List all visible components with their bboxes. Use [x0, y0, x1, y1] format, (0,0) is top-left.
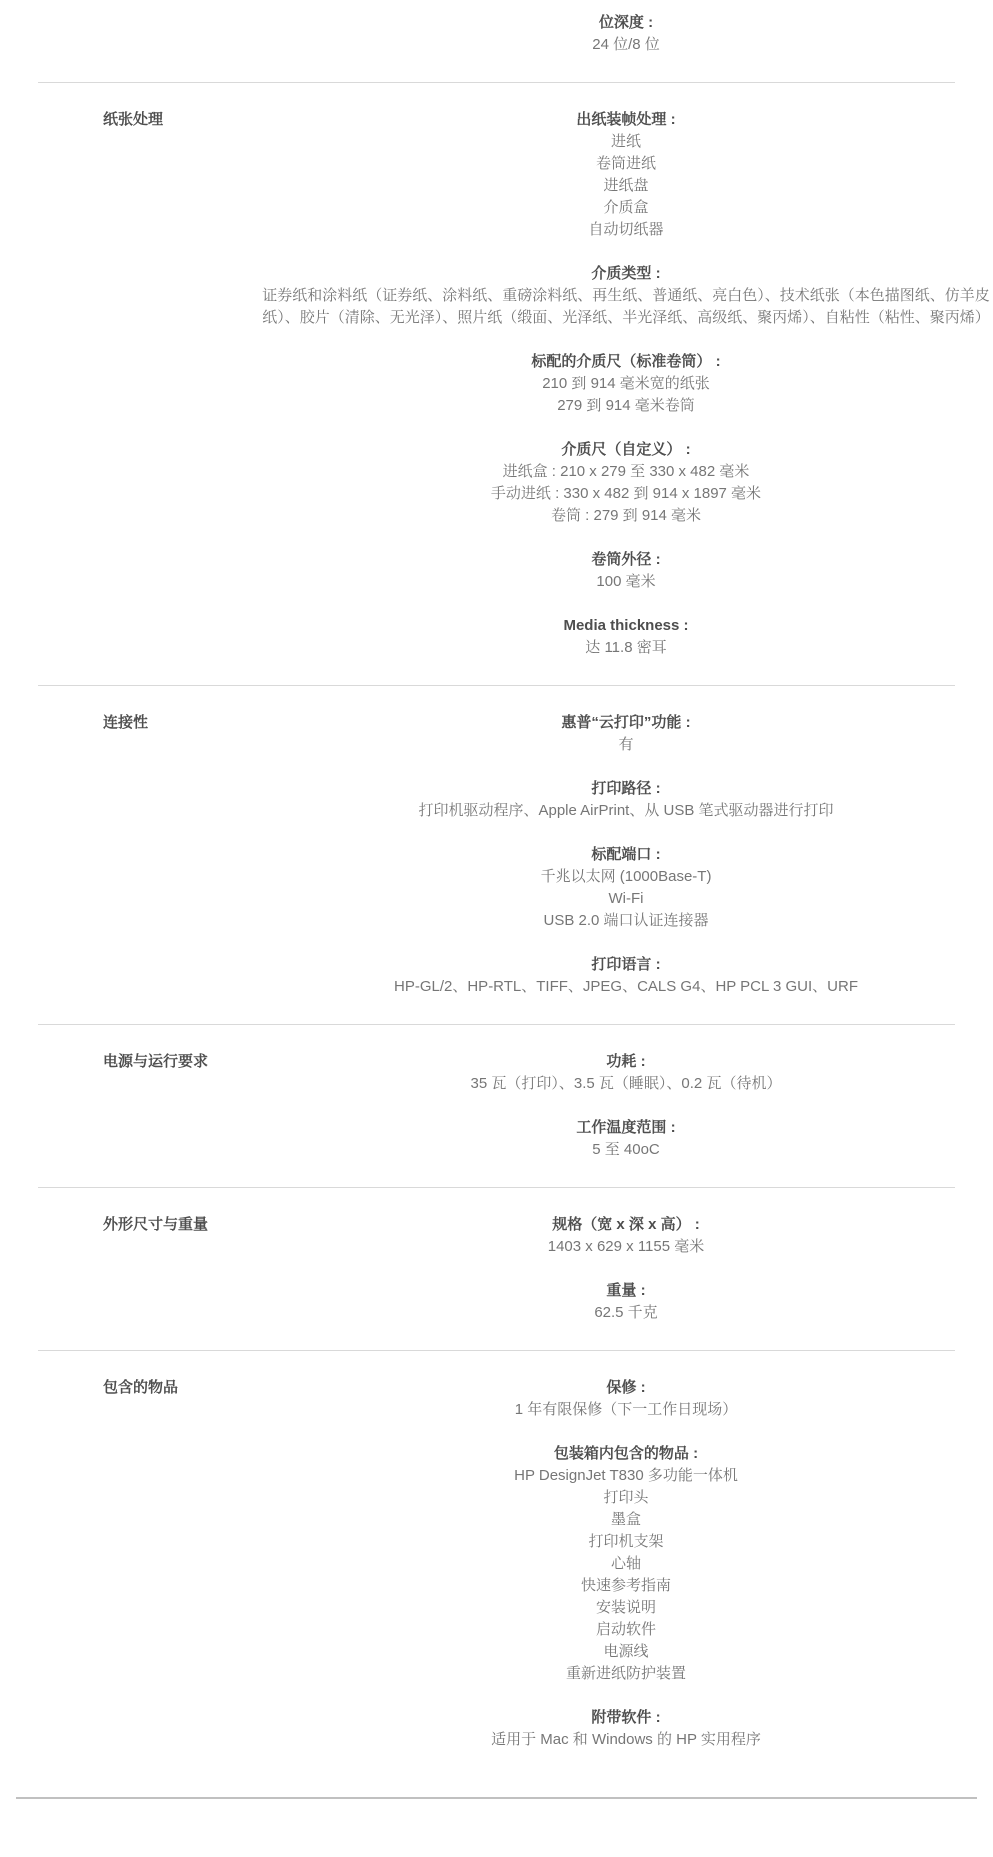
spec-line: 自动切纸器	[588, 221, 664, 238]
spec-line: HP-GL/2、HP-RTL、TIFF、JPEG、CALS G4、HP PCL 3 GUI、URF	[394, 978, 858, 995]
spec-group	[261, 109, 991, 241]
spec-line: 墨盒	[610, 1511, 641, 1528]
spec-heading: 保修 :	[606, 1379, 646, 1396]
spec-line: 打印机驱动程序、Apple AirPrint、从 USB 笔式驱动器进行打印	[418, 802, 834, 819]
spec-line: 有	[618, 736, 634, 753]
spec-section	[0, 686, 993, 1024]
spec-group	[261, 1117, 991, 1161]
spec-line: 进纸	[610, 133, 641, 150]
spec-group	[261, 439, 991, 527]
spec-line: 24 位/8 位	[592, 36, 660, 53]
spec-line: 62.5 千克	[594, 1304, 658, 1321]
spec-heading: 打印语言 :	[591, 956, 661, 973]
spec-group	[261, 1443, 991, 1685]
spec-heading: 重量 :	[606, 1282, 646, 1299]
spec-line: 启动软件	[595, 1621, 656, 1638]
spec-line: 重新进纸防护装置	[565, 1665, 686, 1682]
spec-heading: 附带软件 :	[591, 1709, 661, 1726]
spec-group	[261, 1377, 991, 1421]
spec-heading: Media thickness :	[563, 617, 689, 634]
spec-line: 进纸盒 : 210 x 279 至 330 x 482 毫米	[502, 463, 750, 480]
spec-group	[261, 712, 991, 756]
spec-heading: 规格（宽 x 深 x 高） :	[552, 1216, 700, 1233]
spec-group	[261, 1280, 991, 1324]
spec-group	[261, 778, 991, 822]
spec-line: 适用于 Mac 和 Windows 的 HP 实用程序	[491, 1731, 761, 1748]
spec-section	[0, 1188, 993, 1350]
spec-group	[261, 1214, 991, 1258]
spec-group	[261, 12, 991, 56]
spec-heading: 位深度 :	[598, 14, 654, 31]
spec-line: 证券纸和涂料纸（证券纸、涂料纸、重磅涂料纸、再生纸、普通纸、亮白色）、技术纸张（本色描图纸、仿羊皮纸）、胶片（清除、无光泽）、照片纸（缎面、光泽纸、半光泽纸、高级纸、聚丙烯）、自粘性（粘性、聚丙烯）	[262, 287, 990, 326]
spec-line: 千兆以太网 (1000Base-T)	[540, 868, 712, 885]
spec-line: Wi-Fi	[608, 890, 644, 907]
section-content	[261, 12, 991, 56]
spec-group	[261, 954, 991, 998]
spec-line: 达 11.8 密耳	[585, 639, 667, 656]
spec-line: 安装说明	[595, 1599, 656, 1616]
spec-line: 卷筒 : 279 到 914 毫米	[550, 507, 702, 524]
spec-line: 打印头	[603, 1489, 649, 1506]
spec-group	[261, 351, 991, 417]
spec-line: 35 瓦（打印）、3.5 瓦（睡眠）、0.2 瓦（待机）	[470, 1075, 782, 1092]
section-label: 外形尺寸与重量	[103, 1216, 209, 1233]
spec-line: 5 至 40oC	[592, 1141, 660, 1158]
section-content	[261, 1051, 991, 1161]
section-label: 连接性	[103, 714, 149, 731]
spec-section	[0, 83, 993, 685]
spec-heading: 介质类型 :	[591, 265, 661, 282]
section-label: 纸张处理	[103, 111, 164, 128]
section-label: 电源与运行要求	[103, 1053, 209, 1070]
spec-line: 210 到 914 毫米宽的纸张	[542, 375, 710, 392]
spec-section	[0, 1025, 993, 1187]
spec-line: USB 2.0 端口认证连接器	[543, 912, 709, 929]
spec-line: HP DesignJet T830 多功能一体机	[514, 1467, 738, 1484]
spec-group	[261, 844, 991, 932]
spec-heading: 卷筒外径 :	[591, 551, 661, 568]
spec-line: 快速参考指南	[580, 1577, 671, 1594]
spec-section	[0, 0, 993, 82]
spec-line: 100 毫米	[596, 573, 656, 590]
spec-heading: 出纸装帧处理 :	[576, 111, 676, 128]
spec-heading: 功耗 :	[606, 1053, 646, 1070]
spec-line: 279 到 914 毫米卷筒	[557, 397, 695, 414]
spec-line: 电源线	[603, 1643, 649, 1660]
spec-group	[261, 1051, 991, 1095]
page-bottom-divider	[16, 1797, 977, 1799]
spec-heading: 标配端口 :	[591, 846, 661, 863]
section-content	[261, 109, 991, 659]
section-content	[261, 1214, 991, 1324]
section-label: 包含的物品	[103, 1379, 179, 1396]
spec-line: 卷筒进纸	[595, 155, 656, 172]
spec-heading: 标配的介质尺（标准卷筒） :	[531, 353, 721, 370]
section-content	[261, 1377, 991, 1751]
spec-line: 介质盒	[603, 199, 649, 216]
spec-group	[261, 615, 991, 659]
section-content	[261, 712, 991, 998]
spec-section	[0, 1351, 993, 1797]
spec-line: 打印机支架	[588, 1533, 664, 1550]
spec-heading: 介质尺（自定义） :	[561, 441, 691, 458]
spec-heading: 打印路径 :	[591, 780, 661, 797]
spec-line: 1403 x 629 x 1155 毫米	[547, 1238, 705, 1255]
spec-group	[261, 549, 991, 593]
spec-line: 进纸盘	[603, 177, 649, 194]
spec-heading: 包装箱内包含的物品 :	[553, 1445, 699, 1462]
spec-line: 手动进纸 : 330 x 482 到 914 x 1897 毫米	[490, 485, 762, 502]
spec-line: 1 年有限保修（下一工作日现场）	[514, 1401, 738, 1418]
spec-heading: 惠普“云打印”功能 :	[561, 714, 691, 731]
spec-heading: 工作温度范围 :	[576, 1119, 676, 1136]
spec-group	[261, 263, 991, 329]
spec-group	[261, 1707, 991, 1751]
spec-line: 心轴	[610, 1555, 641, 1572]
